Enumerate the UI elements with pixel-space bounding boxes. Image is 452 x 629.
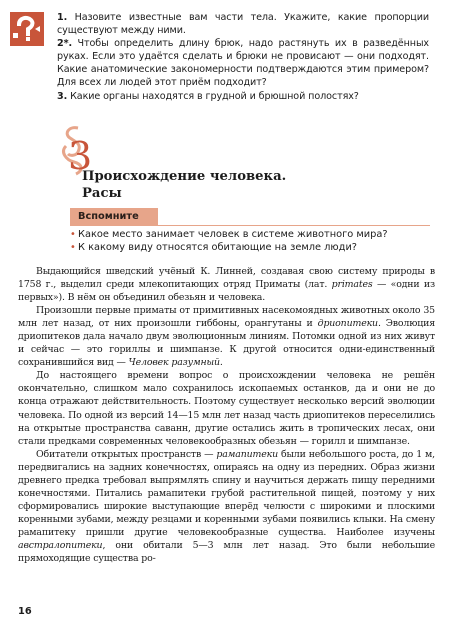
question-item: 2*. Чтобы определить длину брюк, надо растянуть их в разведённых руках. Если это удаётся сделать и брюки не провисают — они подходят. Какие анатомические закономерности подтверждаются этим примером? Для всех ли людей этот приём подходит? — [57, 38, 429, 89]
list-item: • Какое место занимает человек в системе животного мира? — [70, 229, 388, 240]
question-mark-icon — [10, 12, 44, 46]
paragraph: Обитатели открытых пространств — рамапитеки были небольшого роста, до 1 м, передвигались на задних конечностях, опираясь на одну из передних. Образ жизни древнего предка требовал выпрямлять спину и научиться держать пищу передними конечностями. Питались рамапитеки грубой растительной пищей, поэтому у них сформировались широкие выступающие вперёд челюсти с широкими и плоскими коренными зубами, между резцами и коренными зубами появились клыки. На смену рамапитеку пришли другие человекообразные существа. Наиболее изучены австралопитеки, они обитали 5—3 млн лет назад. Это были небольшие прямоходящие существа ро- — [18, 448, 435, 565]
main-text — [18, 265, 435, 565]
question-item: 1. Назовите известные вам части тела. Укажите, какие пропорции существуют между ними. — [57, 12, 430, 37]
review-questions — [57, 11, 429, 103]
paragraph: До настоящего времени вопрос о происхождении человека не решён окончательно, слишком мало сохранилось ископаемых останков, да и они не до конца отражают действительность. Поэтому существует несколько версий эволюции человека. По одной из версий 14—15 млн лет назад часть дриопитеков переселились на открытые пространства саванн, другие остались жить в тропических лесах, они стали предками современных человекообразных обезьян — горилл и шимпанзе. — [18, 370, 435, 447]
section-title: Происхождение человека. Расы — [82, 169, 287, 201]
paragraph: Выдающийся шведский учёный К. Линней, создавая свою систему природы в 1758 г., выделил среди млекопитающих отряд Приматы (лат. primates — «одни из первых»). В нём он объединил обезьян и человека. — [18, 266, 435, 304]
page-number: 16 — [18, 606, 32, 617]
divider — [70, 225, 430, 226]
remember-list — [70, 228, 430, 254]
list-item: • К какому виду относятся обитающие на земле люди? — [70, 242, 358, 254]
paragraph: Произошли первые приматы от примитивных насекомоядных животных около 35 млн лет назад, от них произошли гиббоны, орангутаны и дриопитеки. Эволюция дриопитеков дала начало двум эволюционным линиям. Потомки одной из них живут и сейчас — это гориллы и шимпанзе. К другой относится одни-единственный сохранившийся вид — Человек разумный. — [18, 305, 435, 369]
question-item: 3. Какие органы находятся в грудной и брюшной полостях? — [57, 90, 359, 102]
remember-label: Вспомните — [78, 211, 139, 222]
section-number: 3 — [68, 134, 93, 178]
